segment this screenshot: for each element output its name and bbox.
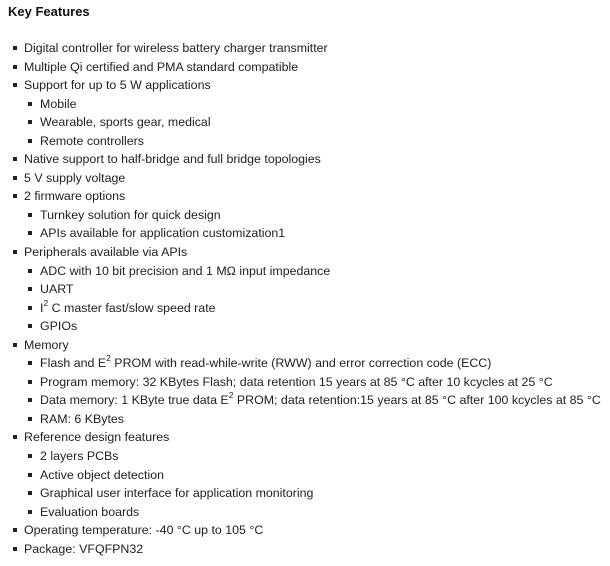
feature-text: Peripherals available via APIs bbox=[24, 245, 188, 260]
feature-text: UART bbox=[40, 282, 74, 297]
feature-item bbox=[0, 169, 610, 188]
feature-text: Reference design features bbox=[24, 430, 170, 445]
feature-subitem bbox=[0, 354, 610, 373]
feature-text: Data memory: 1 KByte true data E bbox=[40, 393, 229, 408]
feature-text: RAM: 6 KBytes bbox=[40, 411, 125, 426]
feature-subitem bbox=[0, 410, 610, 429]
feature-text: Turnkey solution for quick design bbox=[40, 207, 221, 222]
feature-subitem bbox=[0, 262, 610, 281]
feature-subitem bbox=[0, 503, 610, 522]
feature-subitem bbox=[0, 224, 610, 243]
feature-item bbox=[0, 243, 610, 262]
feature-text: APIs available for application customization1 bbox=[40, 226, 286, 241]
feature-item bbox=[0, 187, 610, 206]
feature-text: PROM; data retention:15 years at 85 °C after 100 kcycles at 85 °C bbox=[233, 393, 601, 408]
feature-text: GPIOs bbox=[40, 319, 78, 334]
feature-text: Native support to half-bridge and full bridge topologies bbox=[24, 152, 321, 167]
feature-item bbox=[0, 150, 610, 169]
feature-text: Support for up to 5 W applications bbox=[24, 78, 211, 93]
superscript: 2 bbox=[106, 353, 111, 364]
feature-item bbox=[0, 336, 610, 355]
feature-subitem bbox=[0, 391, 610, 410]
feature-text: 5 V supply voltage bbox=[24, 170, 126, 185]
superscript: 2 bbox=[228, 390, 234, 401]
feature-subitem bbox=[0, 95, 610, 114]
feature-text: Digital controller for wireless battery charger transmitter bbox=[24, 41, 328, 55]
feature-text: Memory bbox=[24, 337, 69, 352]
feature-text: Graphical user interface for application monitoring bbox=[40, 486, 314, 501]
feature-text: I bbox=[40, 300, 44, 315]
feature-subitem bbox=[0, 447, 610, 466]
feature-text: Evaluation boards bbox=[40, 504, 140, 519]
feature-item bbox=[0, 58, 610, 77]
feature-text: Remote controllers bbox=[40, 133, 144, 148]
feature-subitem bbox=[0, 317, 610, 336]
feature-text: Active object detection bbox=[40, 467, 164, 482]
feature-text: 2 layers PCBs bbox=[40, 449, 119, 464]
feature-text: Multiple Qi certified and PMA standard compatible bbox=[24, 59, 299, 74]
feature-text: Package: VFQFPN32 bbox=[24, 541, 144, 556]
feature-item bbox=[0, 540, 610, 559]
feature-text: Wearable, sports gear, medical bbox=[40, 115, 211, 130]
feature-text: 2 firmware options bbox=[24, 189, 126, 204]
feature-text: Operating temperature: -40 °C up to 105 °C bbox=[24, 523, 264, 538]
superscript: 2 bbox=[43, 297, 49, 308]
feature-subitem bbox=[0, 280, 610, 299]
feature-subitem bbox=[0, 113, 610, 132]
feature-text: Program memory: 32 KBytes Flash; data retention 15 years at 85 °C after 10 kcycles at 25 °C bbox=[40, 374, 553, 389]
feature-text: ADC with 10 bit precision and 1 MΩ input impedance bbox=[40, 263, 331, 278]
feature-text: Mobile bbox=[40, 96, 77, 111]
feature-subitem bbox=[0, 484, 610, 503]
feature-subitem bbox=[0, 466, 610, 485]
feature-text: C master fast/slow speed rate bbox=[48, 300, 216, 315]
key-features-title: Key Features bbox=[8, 4, 90, 19]
feature-subitem bbox=[0, 132, 610, 151]
feature-text: PROM with read-while-write (RWW) and error correction code (ECC) bbox=[110, 356, 492, 371]
feature-subitem bbox=[0, 373, 610, 392]
feature-subitem bbox=[0, 206, 610, 225]
feature-item bbox=[0, 76, 610, 95]
feature-subitem bbox=[0, 299, 610, 318]
feature-item bbox=[0, 521, 610, 540]
features-list bbox=[0, 39, 610, 558]
feature-item bbox=[0, 428, 610, 447]
feature-item bbox=[0, 39, 610, 58]
feature-text: Flash and E bbox=[40, 356, 107, 371]
